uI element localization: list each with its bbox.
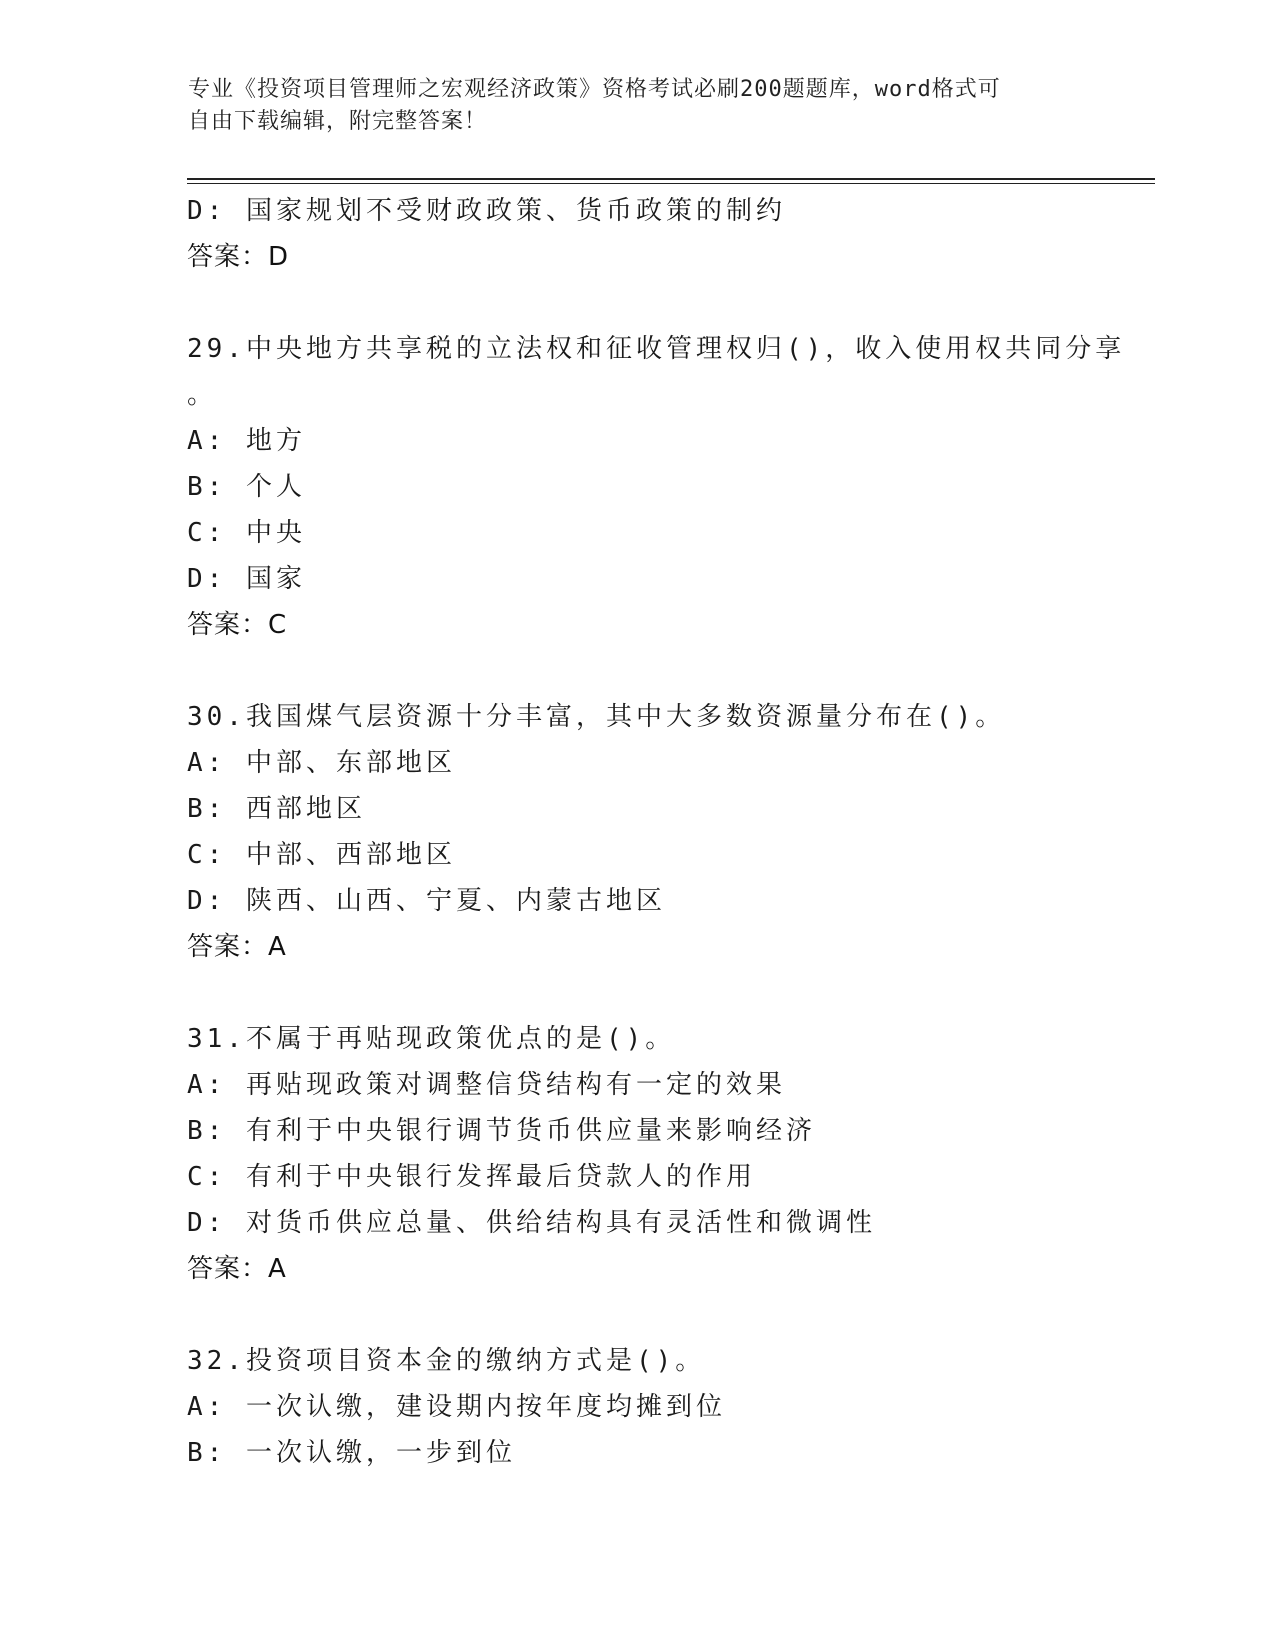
answer: 答案：C [187, 610, 288, 640]
question-stem: 30.我国煤气层资源十分丰富，其中大多数资源量分布在()。 [187, 702, 1006, 732]
header-rule-thin [187, 183, 1155, 184]
option-b: B: 个人 [187, 472, 306, 502]
document-header [188, 74, 1088, 138]
question-stem-continuation: 。 [187, 380, 214, 410]
option-b: B: 西部地区 [187, 794, 366, 824]
option-b: B: 有利于中央银行调节货币供应量来影响经济 [187, 1116, 816, 1146]
question-31 [187, 1016, 1147, 1292]
answer: 答案：A [187, 932, 287, 962]
option-c: C: 中央 [187, 518, 306, 548]
prev-answer: 答案：D [187, 242, 290, 272]
question-stem: 32.投资项目资本金的缴纳方式是()。 [187, 1346, 706, 1376]
option-a: A: 中部、东部地区 [187, 748, 456, 778]
option-a: A: 一次认缴，建设期内按年度均摊到位 [187, 1392, 726, 1422]
question-stem: 31.不属于再贴现政策优点的是()。 [187, 1024, 676, 1054]
option-c: C: 中部、西部地区 [187, 840, 456, 870]
question-list [187, 188, 1147, 1476]
option-a: A: 地方 [187, 426, 306, 456]
option-d: D: 对货币供应总量、供给结构具有灵活性和微调性 [187, 1208, 876, 1238]
header-line-1: 专业《投资项目管理师之宏观经济政策》资格考试必刷200题题库，word格式可 [188, 77, 1001, 102]
option-b: B: 一次认缴，一步到位 [187, 1438, 516, 1468]
header-rule-thick [187, 178, 1155, 180]
question-32 [187, 1338, 1147, 1476]
question-30 [187, 694, 1147, 970]
option-a: A: 再贴现政策对调整信贷结构有一定的效果 [187, 1070, 786, 1100]
answer: 答案：A [187, 1254, 287, 1284]
prev-option-d: D: 国家规划不受财政政策、货币政策的制约 [187, 196, 786, 226]
option-d: D: 国家 [187, 564, 306, 594]
option-c: C: 有利于中央银行发挥最后贷款人的作用 [187, 1162, 756, 1192]
question-29 [187, 326, 1147, 648]
question-stem: 29.中央地方共享税的立法权和征收管理权归()，收入使用权共同分享 [187, 334, 1126, 364]
header-line-2: 自由下载编辑，附完整答案！ [188, 109, 488, 134]
option-d: D: 陕西、山西、宁夏、内蒙古地区 [187, 886, 666, 916]
